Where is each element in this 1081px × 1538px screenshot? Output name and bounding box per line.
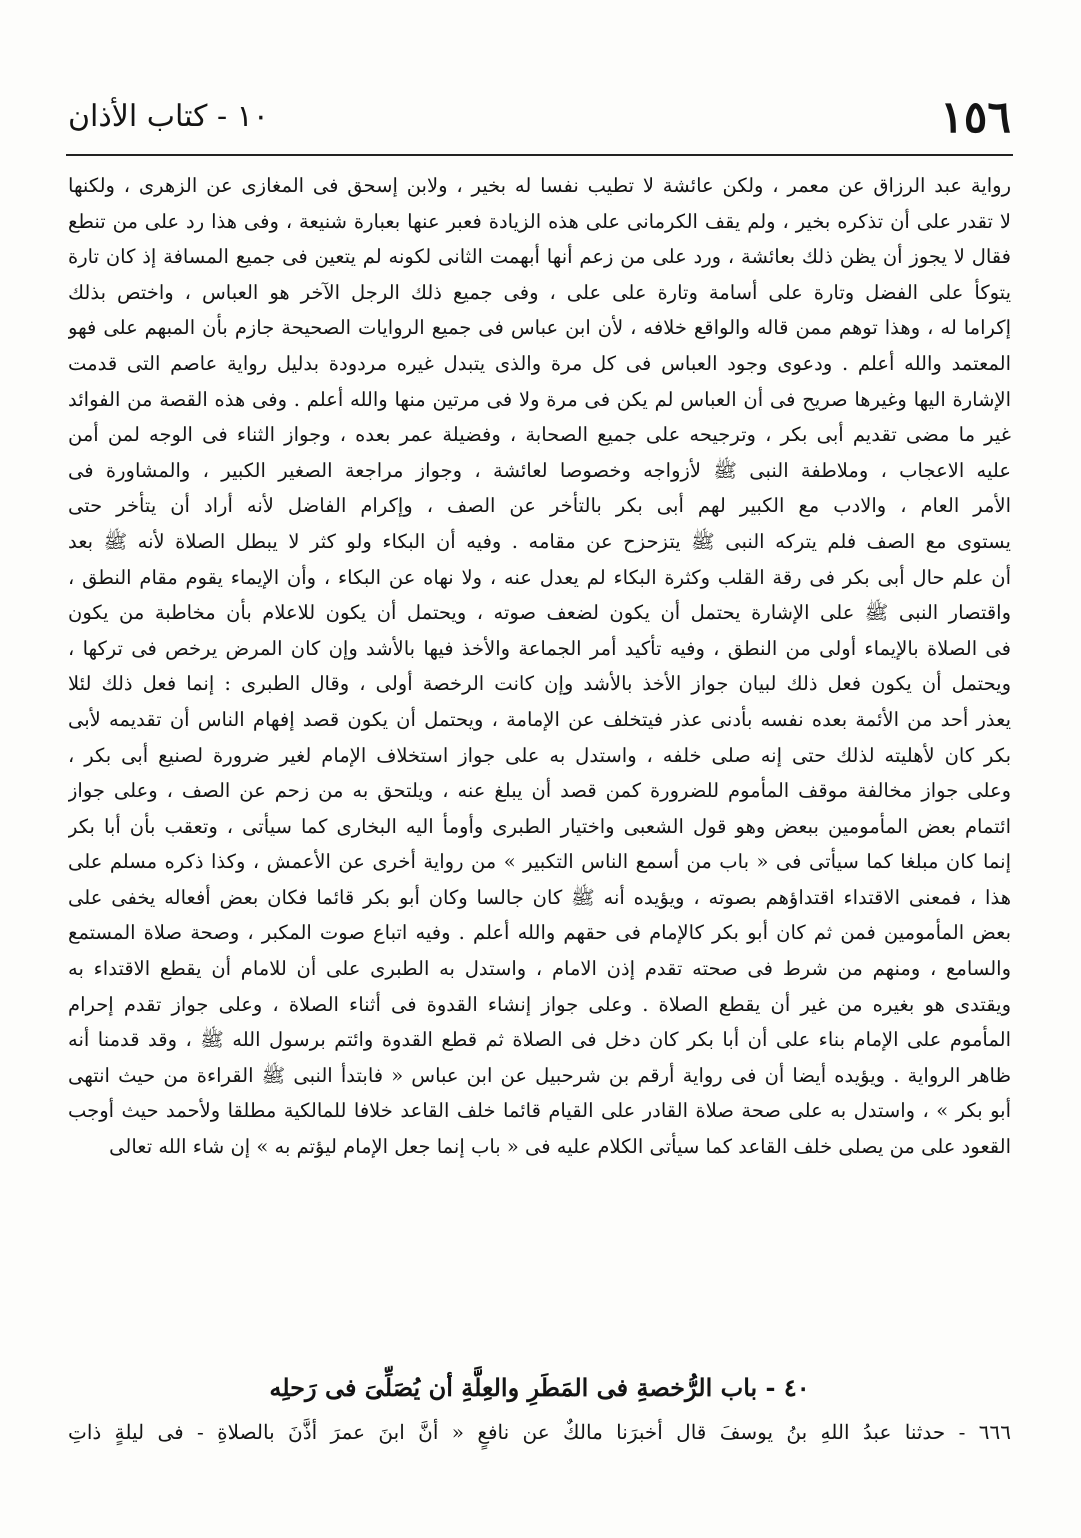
- chapter-heading: ٤٠ - باب الرُّخصةِ فى المَطَرِ والعِلَّةِ أن يُصَلِّىَ فى رَحلِه: [269, 1373, 810, 1402]
- text-line: المعتمد والله أعلم . ودعوى وجود العباس فى كل مرة والذى يتبدل غيره مردودة بدليل رواية عاصم التى قدمت: [68, 351, 1011, 375]
- text-line: ويقتدى هو بغيره من غير أن يقطع الصلاة . وعلى جواز إنشاء القدوة فى أثناء الصلاة ، وعلى جواز تقدم إحرام: [68, 992, 1011, 1016]
- hadith-text: ٦٦٦ - حدثنا عبدُ اللهِ بنُ يوسفَ قال أخبرَنا مالكٌ عن نافعٍ « أنَّ ابنَ عمرَ أذَّنَ بالصلاةِ - فى ليلةٍ ذاتِ: [68, 1420, 1011, 1444]
- text-line: والسامع ، ومنهم من شرط فى صحته تقدم إذن الامام ، واستدل به الطبرى على أن للامام أن يقطع الاقتداء به: [68, 957, 1011, 981]
- text-line: الأمر العام ، والادب مع الكبير لهم أبى بكر بالتأخر عن الصف ، وإكرام الفاضل لأنه أراد أن يتأخر حتى: [68, 494, 1011, 518]
- text-line: إكراما له ، وهذا توهم ممن قاله والواقع خلافه ، لأن ابن عباس فى جميع الروايات الصحيحة جازم بأن المبهم على فهو: [68, 316, 1011, 340]
- text-line: ويحتمل أن يكون فعل ذلك لبيان جواز الأخذ بالأشد وإن كانت الرخصة أولى ، وقال الطبرى : إنما فعل ذلك لئلا: [68, 672, 1011, 696]
- text-line: واقتصار النبى ﷺ على الإشارة يحتمل أن يكون لضعف صوته ، ويحتمل أن يكون للاعلام بأن مخاطبة من يكون: [68, 601, 1011, 625]
- text-line: يعذر أحد من الأئمة بعده نفسه بأدنى عذر فيتخلف عن الإمامة ، ويحتمل أن يكون قصد إفهام الناس أن تقديمه لأبى: [68, 707, 1011, 731]
- text-line: أبو بكر » ، واستدل به على صحة صلاة القادر على القيام قائما خلف القاعد خلافا للمالكية مطلقا ولأحمد حيث أوجب: [68, 1099, 1011, 1123]
- text-line: القعود على من يصلى خلف القاعد كما سيأتى الكلام عليه فى « باب إنما جعل الإمام ليؤتم به » إن شاء الله تعالى: [109, 1135, 1011, 1159]
- header-divider: [66, 154, 1013, 156]
- text-line: يتوكأ على الفضل وتارة على أسامة وتارة على على ، وفى جميع ذلك الرجل الآخر هو العباس ، واختص بذلك: [68, 280, 1011, 304]
- text-line: أن علم حال أبى بكر فى رقة القلب وكثرة البكاء لم يعدل عنه ، ولا نهاه عن البكاء ، وأن الإيماء يقوم مقام النطق ،: [68, 565, 1011, 589]
- text-line: المأموم على الإمام بناء على أن أبا بكر كان دخل فى الصلاة ثم قطع القدوة وائتم برسول الله ﷺ ، وقد قدمنا أنه: [68, 1028, 1011, 1052]
- running-chapter-title: ١٠ - كتاب الأذان: [68, 99, 269, 134]
- text-line: يستوى مع الصف فلم يتركه النبى ﷺ يتزحزح عن مقامه . وفيه أن البكاء ولو كثر لا يبطل الصلاة لأنه ﷺ بعد: [68, 529, 1011, 553]
- text-line: هذا ، فمعنى الاقتداء اقتداؤهم بصوته ، ويؤيده أنه ﷺ كان جالسا وكان أبو بكر قائما فكان بعض أفعاله يخفى على: [68, 885, 1011, 909]
- text-line: الإشارة اليها وغيرها صريح فى أن العباس لم يكن فى مرة ولا فى مرتين منها والله أعلم . وفى هذه القصة من الفوائد: [68, 387, 1011, 411]
- text-line: عليه الاعجاب ، وملاطفة النبى ﷺ لأزواجه وخصوصا لعائشة ، وجواز مراجعة الصغير الكبير ، والمشاورة فى: [68, 458, 1011, 482]
- commentary-text: [68, 168, 1011, 1165]
- text-line: لا تقدر على أن تذكره بخير ، ولم يقف الكرمانى على هذه الزيادة فعبر عنها بعبارة شنيعة ، وفى هذا رد على من تنطع: [68, 209, 1011, 233]
- text-line: وعلى جواز مخالفة موقف المأموم للضرورة كمن قصد أن يبلغ عنه ، ويلتحق به من زحم عن الصف ، وعلى جواز: [68, 779, 1011, 803]
- text-line: فى الصلاة بالإيماء أولى من النطق ، وفيه تأكيد أمر الجماعة والأخذ فيها بالأشد وإن كان المرض يرخص فى تركها ،: [68, 636, 1011, 660]
- text-line: رواية عبد الرزاق عن معمر ، ولكن عائشة لا تطيب نفسا له بخير ، ولابن إسحق فى المغازى عن الزهرى ، ولكنها: [68, 174, 1011, 197]
- text-line: بكر كان لأهليته لذلك حتى إنه صلى خلفه ، واستدل به على جواز استخلاف الإمام لغير ضرورة لصنيع أبى بكر ،: [68, 743, 1011, 767]
- page-header: [68, 86, 1011, 150]
- text-line: إنما كان مبلغا كما سيأتى فى « باب من أسمع الناس التكبير » من رواية أخرى عن الأعمش ، وكذا ذكره مسلم على: [68, 850, 1011, 874]
- text-line: فقال لا يجوز أن يظن ذلك بعائشة ، ورد على من زعم أنها أبهمت الثانى لكونه لم يتعين فى جميع المسافة إذ كان تارة: [68, 245, 1011, 269]
- text-line: ائتمام بعض المأمومين ببعض وهو قول الشعبى واختيار الطبرى وأومأ اليه البخارى كما سيأتى ، وتعقب بأن أبا بكر: [68, 814, 1011, 838]
- page-number: ١٥٦: [940, 92, 1011, 143]
- text-line: ظاهر الرواية . ويؤيده أيضا أن فى رواية أرقم بن شرحبيل عن ابن عباس « فابتدأ النبى ﷺ القراءة من حيث انتهى: [68, 1063, 1011, 1087]
- text-line: غير ما مضى تقديم أبى بكر ، وترجيحه على جميع الصحابة ، وفضيلة عمر بعده ، وجواز الثناء فى الوجه لمن أمن: [68, 423, 1011, 447]
- text-line: بعض المأمومين فمن ثم كان أبو بكر كالإمام فى حقهم والله أعلم . وفيه اتباع صوت المكبر ، وصحة صلاة المستمع: [68, 921, 1011, 945]
